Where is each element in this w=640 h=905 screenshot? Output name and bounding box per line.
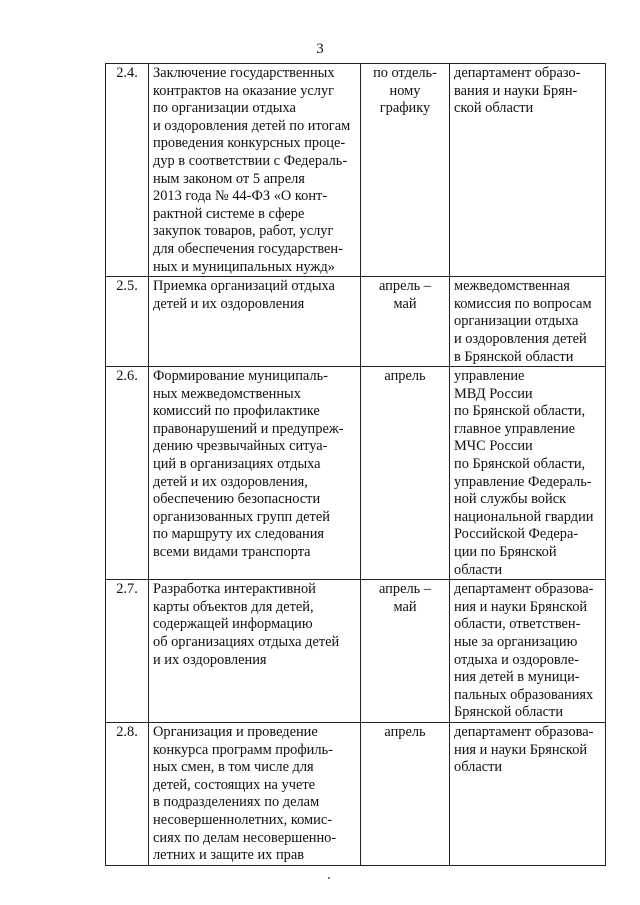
cell-line: Организация и проведение [153, 723, 318, 740]
cell-line: ния детей в муници- [454, 669, 580, 686]
deadline-cell [361, 367, 450, 580]
responsible-cell [450, 722, 606, 865]
cell-line: детей и их оздоровления, [153, 473, 308, 490]
cell-line: апрель [384, 723, 426, 740]
cell-line: май [393, 295, 417, 312]
cell-line: графику [379, 100, 431, 117]
cell-line: проведения конкурсных проце- [153, 135, 346, 152]
cell-line: рактной системе в сфере [153, 205, 305, 222]
measure-cell [149, 367, 361, 580]
cell-line: ния и науки Брянской [454, 598, 588, 615]
item-number-cell: 2.8. [106, 722, 149, 865]
cell-line: отдыха и оздоровле- [454, 651, 579, 668]
cell-line: апрель [384, 368, 426, 385]
cell-line: для обеспечения государствен- [153, 240, 343, 257]
page-number: 3 [316, 41, 324, 57]
measures-table [105, 63, 606, 866]
table-row [106, 277, 606, 367]
cell-line: Заключение государственных [153, 65, 335, 81]
cell-line: несовершеннолетних, комис- [153, 811, 333, 828]
deadline-cell [361, 64, 450, 277]
cell-line: межведомственная [454, 278, 570, 295]
cell-line: пальных образованиях [454, 686, 594, 703]
cell-line: апрель – [378, 278, 432, 295]
cell-line: ций в организациях отдыха [153, 456, 321, 473]
cell-line: детей, состоящих на учете [153, 776, 316, 793]
cell-line: области [454, 759, 503, 776]
cell-line: департамент образова- [454, 581, 594, 598]
responsible-cell [450, 277, 606, 367]
cell-line: по Брянской области, [454, 403, 586, 420]
cell-line: об организациях отдыха детей [153, 634, 340, 650]
cell-line: организации отдыха [454, 313, 579, 330]
cell-line: Приемка организаций отдыха [153, 278, 335, 295]
responsible-cell [450, 580, 606, 723]
cell-line: дению чрезвычайных ситуа- [153, 438, 328, 455]
cell-line: правонарушений и предупреж- [153, 420, 344, 437]
cell-line: карты объектов для детей, [153, 598, 314, 615]
cell-line: ции по Брянской [454, 544, 557, 561]
cell-line: по организации отдыха [153, 100, 296, 117]
cell-line: Брянской области [454, 704, 564, 721]
table-row [106, 367, 606, 580]
cell-line: управление [454, 368, 525, 385]
measure-cell [149, 722, 361, 865]
item-number-cell: 2.4. [106, 64, 149, 277]
cell-line: 2013 года № 44-ФЗ «О конт- [153, 188, 328, 205]
cell-line: МЧС России [454, 438, 533, 455]
cell-line: главное управление [454, 420, 576, 437]
table-row [106, 64, 606, 277]
cell-line: по маршруту их следования [153, 526, 325, 543]
cell-line: по отдель- [373, 65, 437, 81]
cell-line: национальной гвардии [454, 508, 594, 525]
item-number-cell: 2.7. [106, 580, 149, 723]
cell-line: МВД России [454, 385, 533, 402]
scan-speck [328, 877, 330, 879]
table-row [106, 580, 606, 723]
cell-line: Формирование муниципаль- [153, 368, 328, 385]
cell-line: дур в соответствии с Федераль- [153, 152, 348, 169]
cell-line: летних и защите их прав [153, 847, 305, 864]
cell-line: ской области [454, 100, 534, 117]
measure-cell [149, 64, 361, 277]
deadline-cell [361, 277, 450, 367]
cell-line: в Брянской области [454, 348, 574, 365]
item-number-cell: 2.5. [106, 277, 149, 367]
cell-line: по Брянской области, [454, 456, 586, 473]
cell-line: области [454, 561, 503, 578]
cell-line: обеспечению безопасности [153, 491, 321, 508]
cell-line: ных и муниципальных нужд» [153, 258, 335, 275]
cell-line: май [393, 598, 417, 615]
measure-cell [149, 277, 361, 367]
cell-line: содержащей информацию [153, 616, 313, 633]
deadline-cell [361, 580, 450, 723]
cell-line: управление Федераль- [454, 473, 592, 490]
cell-line: детей и их оздоровления [153, 295, 305, 312]
cell-line: вания и науки Брян- [454, 82, 578, 99]
responsible-cell [450, 64, 606, 277]
cell-line: и их оздоровления [153, 651, 267, 668]
cell-line: контрактов на оказание услуг [153, 82, 335, 99]
cell-line: ные за организацию [454, 634, 578, 650]
item-number-cell: 2.6. [106, 367, 149, 580]
cell-line: закупок товаров, работ, услуг [153, 223, 334, 240]
cell-line: комиссий по профилактике [153, 403, 320, 420]
responsible-cell [450, 367, 606, 580]
measure-cell [149, 580, 361, 723]
cell-line: и оздоровления детей по итогам [153, 117, 351, 134]
cell-line: области, ответствен- [454, 616, 581, 633]
cell-line: комиссия по вопросам [454, 295, 592, 312]
cell-line: департамент образо- [454, 65, 581, 81]
cell-line: организованных групп детей [153, 508, 330, 525]
cell-line: ному [389, 82, 421, 99]
cell-line: в подразделениях по делам [153, 794, 320, 811]
cell-line: ных смен, в том числе для [153, 759, 314, 776]
cell-line: департамент образова- [454, 723, 594, 740]
cell-line: Разработка интерактивной [153, 581, 316, 598]
cell-line: ния и науки Брянской [454, 741, 588, 758]
cell-line: апрель – [378, 581, 432, 598]
cell-line: Российской Федера- [454, 526, 579, 543]
cell-line: ных межведомственных [153, 385, 301, 402]
table-row [106, 722, 606, 865]
cell-line: и оздоровления детей [454, 330, 587, 347]
cell-line: ной службы войск [454, 491, 567, 508]
cell-line: сиях по делам несовершенно- [153, 829, 337, 846]
cell-line: ным законом от 5 апреля [153, 170, 305, 187]
cell-line: всеми видами транспорта [153, 544, 311, 561]
cell-line: конкурса программ профиль- [153, 741, 333, 758]
deadline-cell [361, 722, 450, 865]
